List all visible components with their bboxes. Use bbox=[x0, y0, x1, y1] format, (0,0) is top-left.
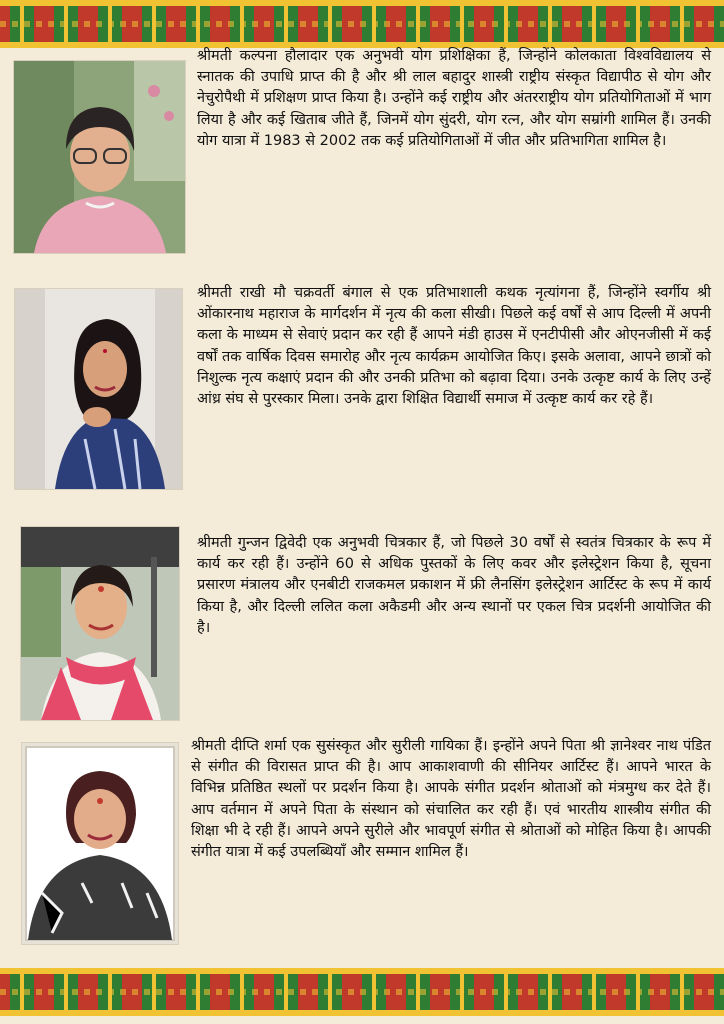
bio-text-rakhi-mau-chakravarti: श्रीमती राखी मौ चक्रवर्ती बंगाल से एक प्रतिभाशाली कथक नृत्यांगना हैं, जिन्होंने स्वर्गीय श्री ओंकारनाथ महाराज के मार्गदर्शन में नृत्य की कला सीखी। पिछले कई वर्षों से आप दिल्ली में अपनी कला के माध्यम से सेवाएं प्रदान कर रही हैं आपने मंडी हाउस में एनटीपीसी और ओएनजीसी में कई वर्षों तक वार्षिक दिवस समारोह और नृत्य कार्यक्रम आयोजित किए। इसके अलावा, आपने छात्रों को निशुल्क नृत्य कक्षाएं प्रदान की और उनकी प्रतिभा को बढ़ावा दिया। उनके उत्कृष्ट कार्य के लिए उन्हें आंध्र संघ से पुरस्कार मिला। उनके द्वारा शिक्षित विद्यार्थी समाज में उत्कृष्ट कार्य कर रहे हैं। bbox=[197, 285, 711, 408]
photo-gunjan-dwivedi bbox=[20, 526, 180, 721]
photo-rakhi-mau-chakravarti bbox=[14, 288, 183, 490]
top-decorative-border bbox=[0, 0, 724, 48]
bio-text-deepti-sharma: श्रीमती दीप्ति शर्मा एक सुसंस्कृत और सुरीली गायिका हैं। इन्होंने अपने पिता श्री ज्ञानेश्वर नाथ पंडित से संगीत की विरासत प्राप्त की है। आप आकाशवाणी की सीनियर आर्टिस्ट हैं। आपने भारत के विभिन्न प्रतिष्ठित स्थलों पर प्रदर्शन किया है। आपके संगीत प्रदर्शन श्रोताओं को मंत्रमुग्ध कर देते हैं। आप वर्तमान में अपने पिता के संस्थान को संचालित कर रही हैं। एवं भारतीय शास्त्रीय संगीत की शिक्षा भी दे रही हैं। आपने अपने सुरीले और भावपूर्ण संगीत से श्रोताओं को मोहित किया है। आपकी संगीत यात्रा में कई उपलब्धियाँ और सम्मान शामिल हैं। bbox=[191, 738, 711, 861]
photo-deepti-sharma bbox=[21, 742, 179, 945]
bio-text-gunjan-dwivedi: श्रीमती गुन्जन द्विवेदी एक अनुभवी चित्रकार हैं, जो पिछले 30 वर्षों से स्वतंत्र चित्रकार के रूप में कार्य कर रही हैं। उन्होंने 60 से अधिक पुस्तकों के लिए कवर और इलेस्ट्रेशन किया है, सूचना प्रसारण मंत्रालय और एनबीटी राजकमल प्रकाशन में फ्री लैनसिंग इलेस्ट्रेशन आर्टिस्ट के रूप में कार्य किया है, और दिल्ली ललित कला अकैडमी और अन्य स्थानों पर एकल चित्र प्रदर्शनी आयोजित की है। bbox=[197, 535, 711, 636]
photo-kalpana-haoladar bbox=[13, 60, 186, 254]
bottom-decorative-border bbox=[0, 968, 724, 1016]
bio-text-kalpana-haoladar: श्रीमती कल्पना हौलादार एक अनुभवी योग प्रशिक्षिका हैं, जिन्होंने कोलकाता विश्वविद्यालय से स्नातक की उपाधि प्राप्त की है और श्री लाल बहादुर शास्त्री राष्ट्रीय संस्कृत विद्यापीठ से योग और नेचुरोपैथी में प्रशिक्षण प्राप्त किया है। उन्होंने कई राष्ट्रीय और अंतरराष्ट्रीय योग प्रतियोगिताओं में भाग लिया है और कई खिताब जीते हैं, जिनमें योग सुंदरी, योग रत्न, और योग सम्रांगी शामिल हैं। उनकी योग यात्रा में 1983 से 2002 तक कई प्रतियोगिताओं में जीत और प्रतिभागिता शामिल है। bbox=[197, 48, 711, 149]
